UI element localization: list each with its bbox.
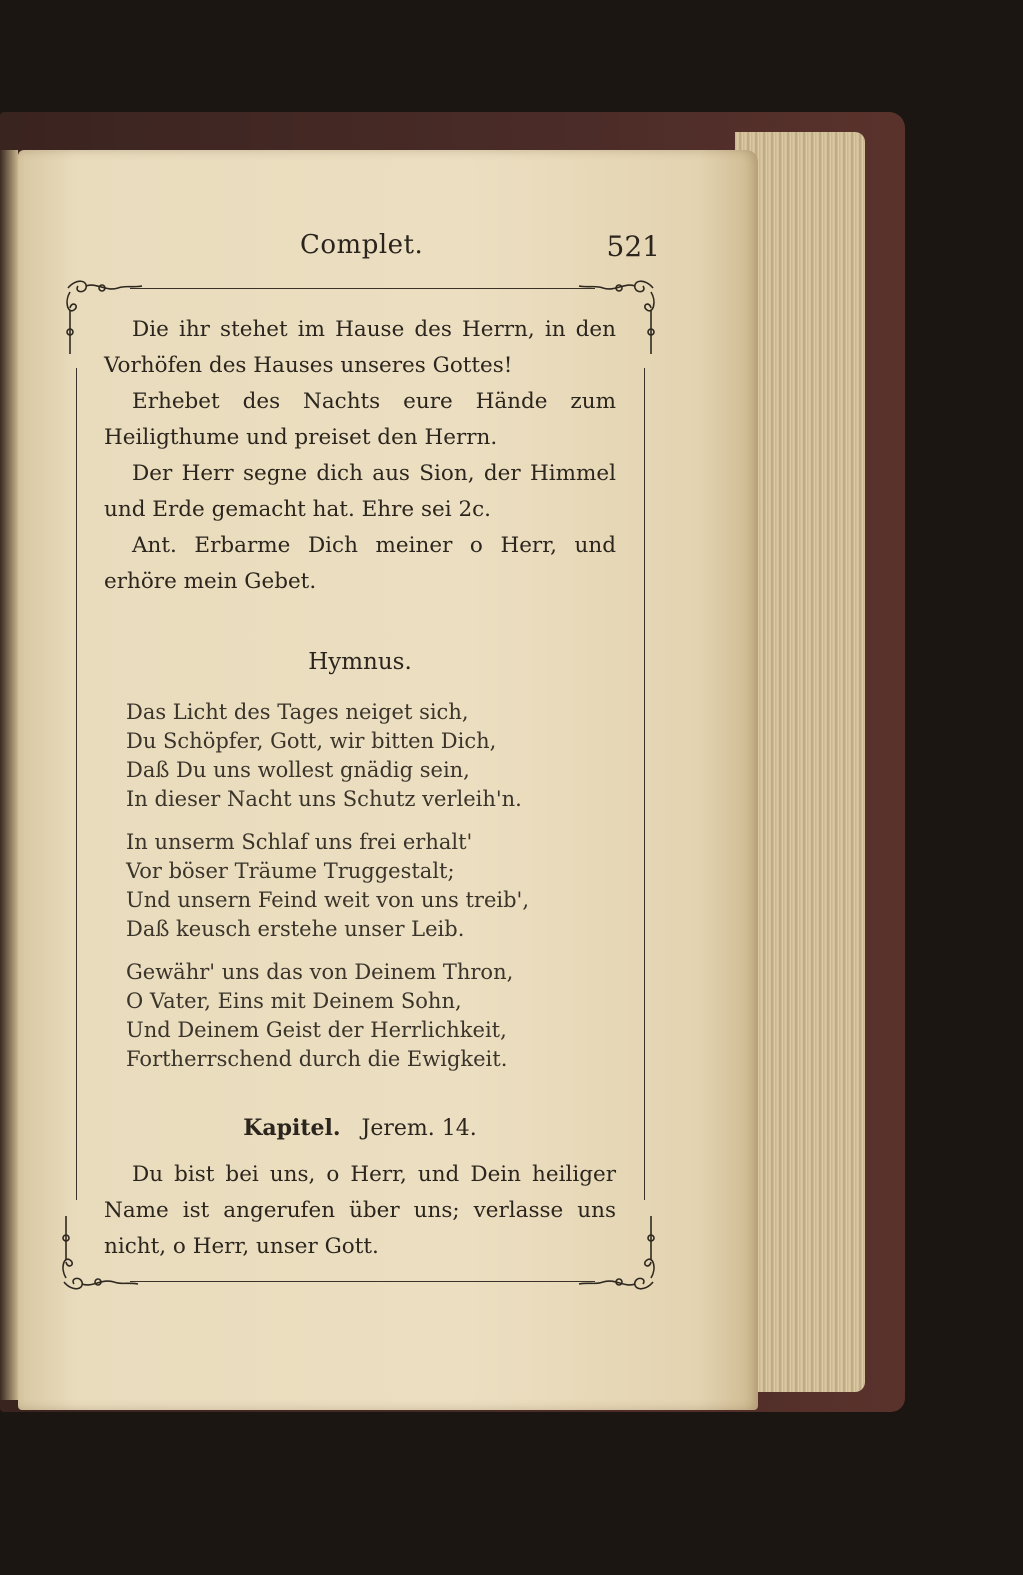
page-number: 521: [606, 230, 660, 263]
psalm-verse: Die ihr stehet im Hause des Herrn, in den Vorhöfen des Hauses unseres Gottes!: [104, 317, 616, 378]
hymn-title: Hymnus.: [308, 649, 412, 675]
page-header: [300, 230, 660, 270]
hymn-line: Vor böser Träume Truggestalt;: [126, 859, 455, 883]
facing-page-edge: [0, 150, 18, 1400]
hymn-line: Fortherrschend durch die Ewigkeit.: [126, 1047, 508, 1071]
hymn-line: Und Deinem Geist der Herrlichkeit,: [126, 1018, 507, 1042]
chapter-label: Kapitel.: [243, 1115, 341, 1141]
psalm-verse: Der Herr segne dich aus Sion, der Himmel und Erde gemacht hat. Ehre sei 2c.: [104, 461, 616, 522]
frame-line-bottom: [130, 1281, 595, 1282]
hymn-stanza: [126, 958, 616, 1074]
hymn-line: Daß keusch erstehe unser Leib.: [126, 917, 465, 941]
chapter-text: Du bist bei uns, o Herr, und Dein heiliger Name ist angerufen über uns; verlasse uns nicht, o Herr, unser Gott.: [104, 1162, 616, 1259]
page-body: [104, 312, 616, 1265]
hymn-line: Daß Du uns wollest gnädig sein,: [126, 758, 470, 782]
hymn-stanza: [126, 698, 616, 814]
running-title: Complet.: [300, 230, 424, 260]
hymn-line: Du Schöpfer, Gott, wir bitten Dich,: [126, 729, 497, 753]
hymn-line: Und unsern Feind weit von uns treib',: [126, 888, 529, 912]
chapter-reference: Jerem. 14.: [361, 1116, 477, 1141]
hymn-line: Gewähr' uns das von Deinem Thron,: [126, 960, 514, 984]
hymn-line: O Vater, Eins mit Deinem Sohn,: [126, 989, 462, 1013]
hymn-stanza: [126, 828, 616, 944]
antiphon: Ant. Erbarme Dich meiner o Herr, und erhöre mein Gebet.: [104, 533, 616, 594]
hymn-line: Das Licht des Tages neiget sich,: [126, 700, 469, 724]
hymn-line: In dieser Nacht uns Schutz verleih'n.: [126, 787, 522, 811]
frame-line-right: [644, 368, 645, 1200]
frame-line-top: [130, 288, 595, 289]
hymn-line: In unserm Schlaf uns frei erhalt': [126, 830, 473, 854]
chapter-heading: [104, 1110, 616, 1147]
frame-line-left: [76, 368, 77, 1200]
psalm-verse: Erhebet des Nachts eure Hände zum Heiligthume und preiset den Herrn.: [104, 389, 616, 450]
